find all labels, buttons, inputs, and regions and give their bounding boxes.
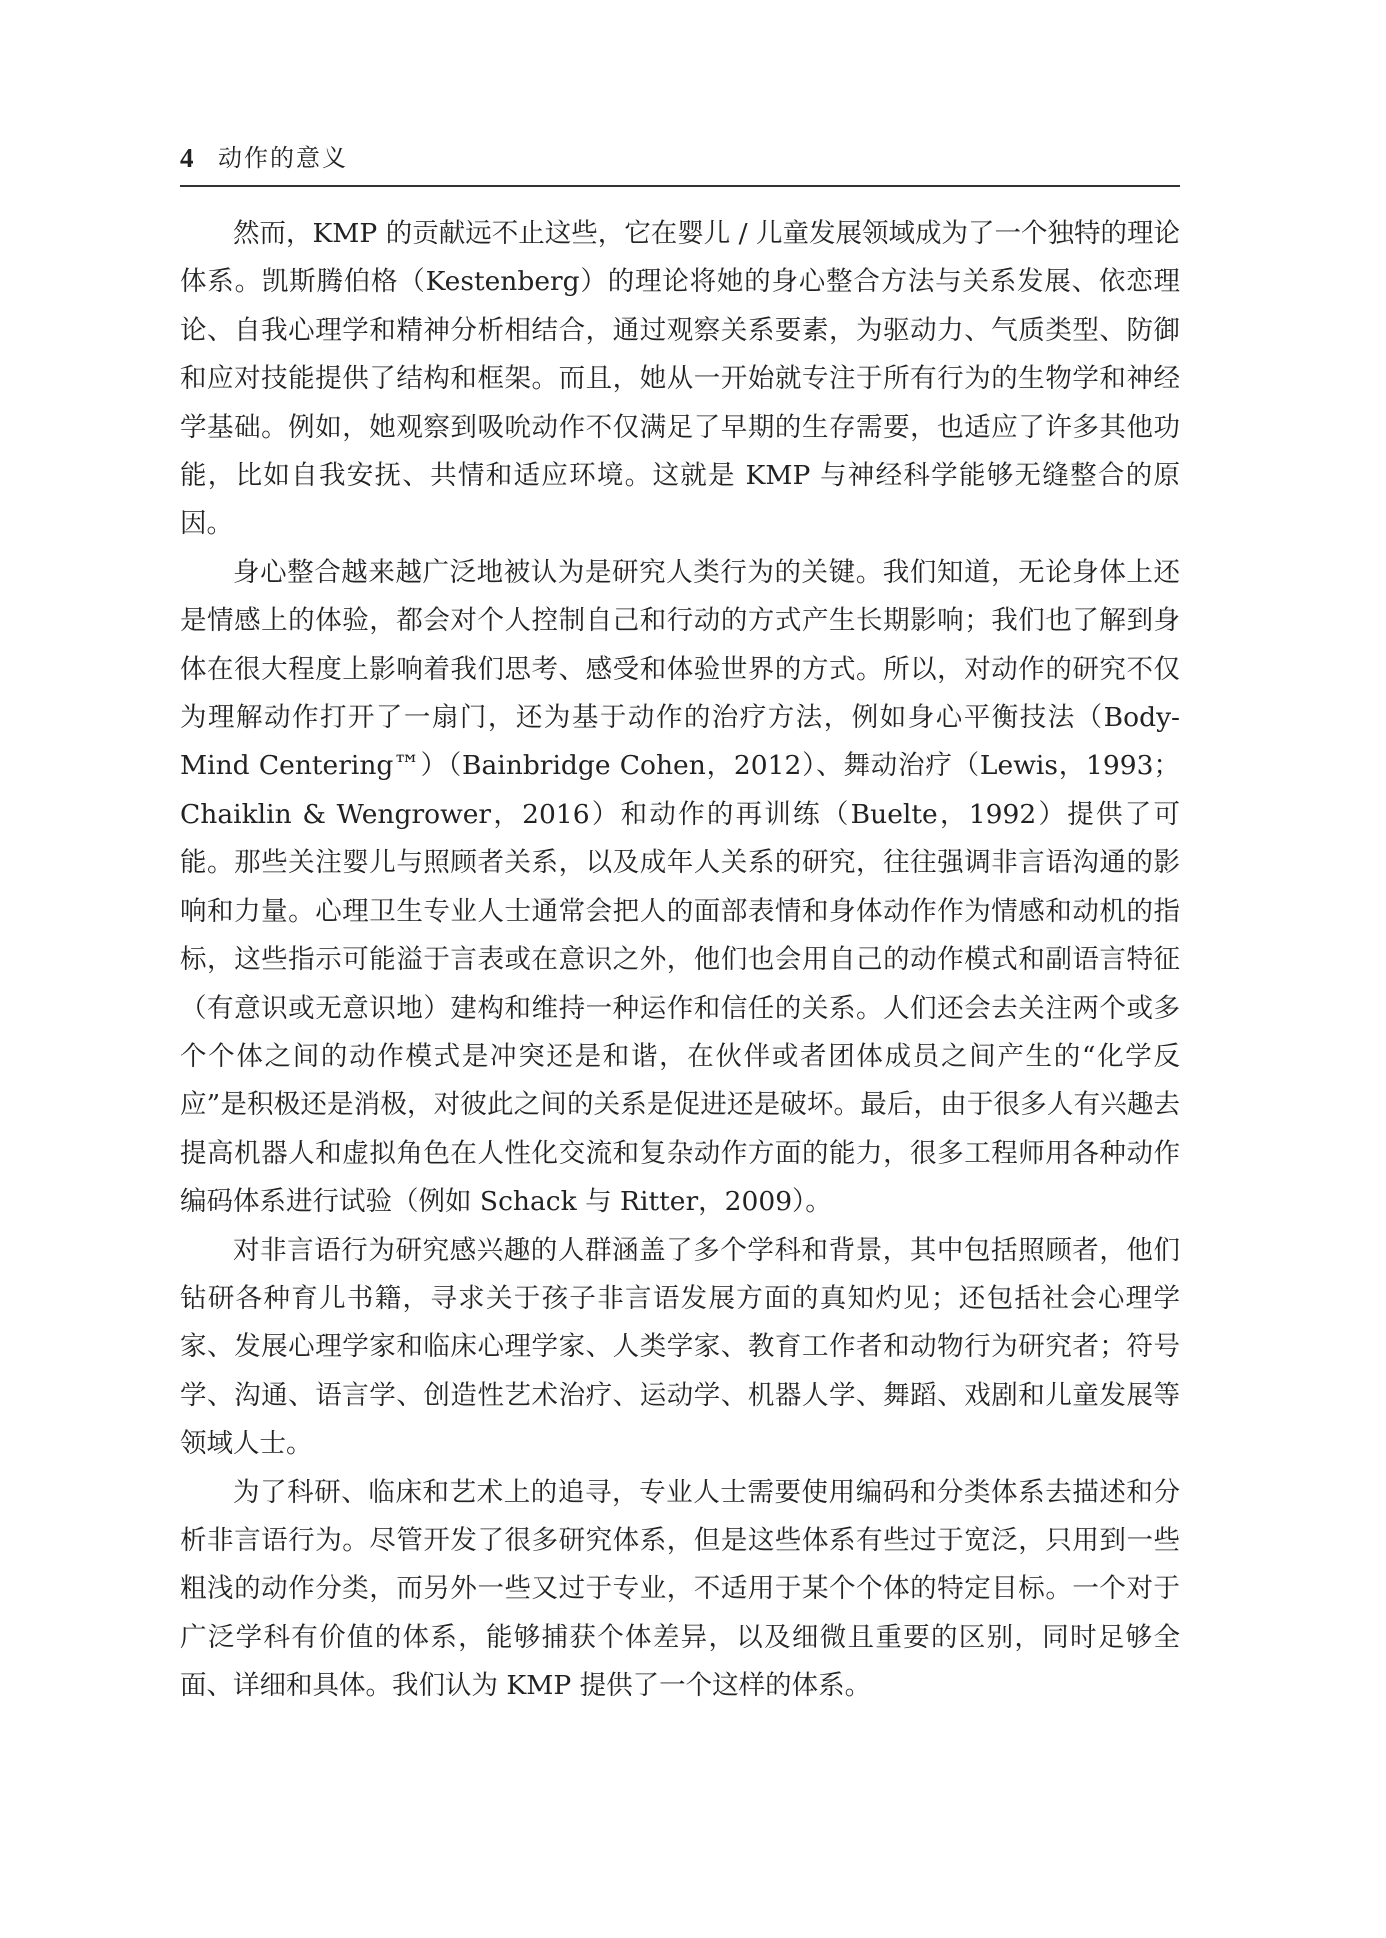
header-divider [180, 185, 1180, 187]
page-number: 4 [180, 143, 194, 173]
body-text [180, 210, 1180, 1711]
paragraph: 然而，KMP 的贡献远不止这些，它在婴儿 / 儿童发展领域成为了一个独特的理论体系。凯斯腾伯格（Kestenberg）的理论将她的身心整合方法与关系发展、依恋理论、自我心理学和精神分析相结合，通过观察关系要素，为驱动力、气质类型、防御和应对技能提供了结构和框架。而且，她从一开始就专注于所有行为的生物学和神经学基础。例如，她观察到吸吮动作不仅满足了早期的生存需要，也适应了许多其他功能，比如自我安抚、共情和适应环境。这就是 KMP 与神经科学能够无缝整合的原因。 [180, 218, 1180, 540]
running-title: 动作的意义 [218, 144, 348, 172]
paragraph: 对非言语行为研究感兴趣的人群涵盖了多个学科和背景，其中包括照顾者，他们钻研各种育儿书籍，寻求关于孩子非言语发展方面的真知灼见；还包括社会心理学家、发展心理学家和临床心理学家、人类学家、教育工作者和动物行为研究者；符号学、沟通、语言学、创造性艺术治疗、运动学、机器人学、舞蹈、戏剧和儿童发展等领域人士。 [180, 1234, 1180, 1460]
paragraph: 身心整合越来越广泛地被认为是研究人类行为的关键。我们知道，无论身体上还是情感上的体验，都会对个人控制自己和行动的方式产生长期影响；我们也了解到身体在很大程度上影响着我们思考、感受和体验世界的方式。所以，对动作的研究不仅为理解动作打开了一扇门，还为基于动作的治疗方法，例如身心平衡技法（Body-Mind Centering™）（Bainbridge Cohen，2012）、舞动治疗（Lewis，1993；Chaiklin & Wengrower，2016）和动作的再训练（Buelte，1992）提供了可能。那些关注婴儿与照顾者关系，以及成年人关系的研究，往往强调非言语沟通的影响和力量。心理卫生专业人士通常会把人的面部表情和身体动作作为情感和动机的指标，这些指示可能溢于言表或在意识之外，他们也会用自己的动作模式和副语言特征（有意识或无意识地）建构和维持一种运作和信任的关系。人们还会去关注两个或多个个体之间的动作模式是冲突还是和谐，在伙伴或者团体成员之间产生的“化学反应”是积极还是消极，对彼此之间的关系是促进还是破坏。最后，由于很多人有兴趣去提高机器人和虚拟角色在人性化交流和复杂动作方面的能力，很多工程师用各种动作编码体系进行试验（例如 Schack 与 Ritter，2009）。 [180, 556, 1180, 1218]
page-header [180, 138, 1180, 182]
paragraph: 为了科研、临床和艺术上的追寻，专业人士需要使用编码和分类体系去描述和分析非言语行为。尽管开发了很多研究体系，但是这些体系有些过于宽泛，只用到一些粗浅的动作分类，而另外一些又过于专业，不适用于某个个体的特定目标。一个对于广泛学科有价值的体系，能够捕获个体差异，以及细微且重要的区别，同时足够全面、详细和具体。我们认为 KMP 提供了一个这样的体系。 [180, 1476, 1180, 1702]
